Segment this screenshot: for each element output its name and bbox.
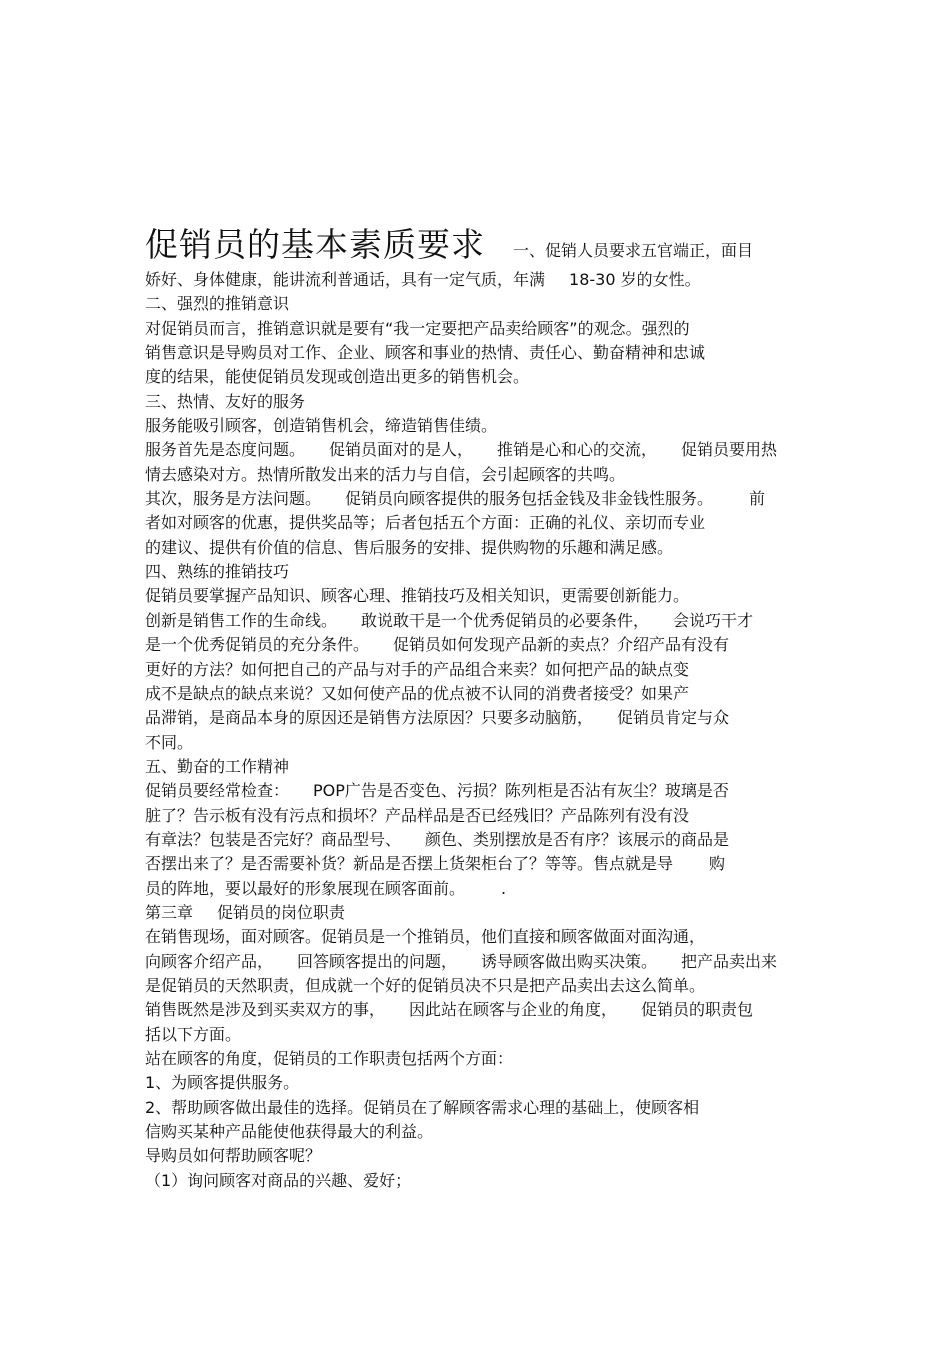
text-segment: 诱导顾客做出购买决策。 <box>481 951 658 971</box>
text-segment: 2、帮助顾客做出最佳的选择。促销员在了解顾客需求心理的基础上，使顾客相 <box>145 1097 700 1117</box>
text-segment: 信购买某种产品能使他获得最大的利益。 <box>145 1122 434 1142</box>
text-line <box>145 1120 815 1144</box>
text-segment: 1、为顾客提供服务。 <box>145 1073 300 1093</box>
text-line <box>145 487 815 511</box>
text-line <box>145 731 815 755</box>
text-segment: 因此站在顾客与企业的角度， <box>409 1000 618 1020</box>
text-line <box>145 779 815 803</box>
text-segment: 促销员如何发现产品新的卖点？介绍产品有没有 <box>393 635 730 655</box>
text-segment: 站在顾客的角度，促销员的工作职责包括两个方面： <box>145 1049 514 1068</box>
text-line <box>145 1071 815 1095</box>
text-segment: 促销员面对的是人， <box>329 440 474 460</box>
text-segment: 服务首先是态度问题。 <box>145 440 306 460</box>
text-segment: （1）询问顾客对商品的兴趣、爱好； <box>145 1170 412 1190</box>
text-line <box>145 1169 815 1193</box>
text-segment: 会说巧干才 <box>673 610 754 630</box>
text-line <box>145 536 815 560</box>
text-line <box>145 658 815 682</box>
text-segment: 18-30 岁的女性。 <box>569 270 701 289</box>
text-line <box>145 633 815 657</box>
document-body <box>145 222 815 1193</box>
document-title: 促销员的基本素质要求 <box>145 225 485 264</box>
title-row <box>145 222 815 268</box>
text-segment: 五、勤奋的工作精神 <box>145 756 290 776</box>
text-line <box>145 268 815 292</box>
text-line <box>145 560 815 584</box>
text-segment: 销售既然是涉及到买卖双方的事， <box>145 1000 386 1020</box>
text-line <box>145 1047 815 1071</box>
text-segment: 促销员的职责包 <box>641 1000 754 1020</box>
text-segment: 在销售现场，面对顾客。促销员是一个推销员，他们直接和顾客做面对面沟通， <box>145 927 706 947</box>
text-line <box>145 511 815 535</box>
text-segment: 是一个优秀促销员的充分条件。 <box>145 635 370 655</box>
text-segment: 颜色、类别摆放是否有序？该展示的商品是 <box>425 829 730 849</box>
text-segment: 销售意识是导购员对工作、企业、顾客和事业的热情、责任心、勤奋精神和忠诚 <box>145 343 706 363</box>
text-line <box>145 414 815 438</box>
text-line <box>145 974 815 998</box>
text-segment: 导购员如何帮助顾客呢？ <box>145 1146 322 1166</box>
text-segment: 敢说敢干是一个优秀促销员的必要条件， <box>361 610 650 630</box>
text-segment: 对促销员而言，推销意识就是要有“我一定要把产品卖给顾客”的观念。强烈的 <box>145 318 690 338</box>
text-segment: 是促销员的天然职责，但成就一个好的促销员决不只是把产品卖出去这么简单。 <box>145 975 706 995</box>
text-segment: POP广告是否变色、污损？陈列柜是否沾有灰尘？玻璃是否 <box>313 781 729 801</box>
text-line <box>145 365 815 389</box>
text-segment: 不同。 <box>145 732 194 752</box>
text-segment: 促销员的岗位职责 <box>217 902 346 922</box>
text-segment: 娇好、身体健康，能讲流利普通话，具有一定气质，年满 <box>145 270 546 289</box>
text-line <box>145 317 815 341</box>
text-segment: 服务能吸引顾客，创造销售机会，缔造销售佳绩。 <box>145 416 498 436</box>
text-line <box>145 609 815 633</box>
text-segment: 括以下方面。 <box>145 1024 242 1044</box>
text-line <box>145 877 815 901</box>
text-line <box>145 1023 815 1047</box>
text-segment: 度的结果，能使促销员发现或创造出更多的销售机会。 <box>145 367 530 387</box>
text-segment: . <box>501 878 507 898</box>
text-line <box>145 950 815 974</box>
text-line <box>145 998 815 1022</box>
text-segment: 三、热情、友好的服务 <box>145 391 306 411</box>
text-line <box>145 1144 815 1168</box>
text-line <box>145 852 815 876</box>
text-segment: 四、熟练的推销技巧 <box>145 562 290 582</box>
text-segment: 购 <box>709 854 726 874</box>
text-segment: 促销员要掌握产品知识、顾客心理、推销技巧及相关知识，更需要创新能力。 <box>145 586 690 606</box>
text-segment: 把产品卖出来 <box>681 951 778 971</box>
text-segment: 的建议、提供有价值的信息、售后服务的安排、提供购物的乐趣和满足感。 <box>145 537 674 557</box>
text-segment: 员的阵地，要以最好的形象展现在顾客面前。 <box>145 878 466 898</box>
text-segment: 其次，服务是方法问题。 <box>145 489 322 509</box>
text-line <box>145 901 815 925</box>
text-segment: 推销是心和心的交流， <box>497 440 658 460</box>
text-segment: 更好的方法？如何把自己的产品与对手的产品组合来卖？如何把产品的缺点变 <box>145 659 690 679</box>
text-lines <box>145 268 815 1193</box>
text-line <box>145 828 815 852</box>
title-trailing-text: 一、促销人员要求五官端正，面目 <box>513 241 754 260</box>
text-segment: 促销员肯定与众 <box>617 708 730 728</box>
text-segment: 前 <box>749 489 766 509</box>
text-segment: 向顾客介绍产品， <box>145 951 274 971</box>
text-segment: 情去感染对方。热情所散发出来的活力与自信，会引起顾客的共鸣。 <box>145 464 626 484</box>
text-segment: 第三章 <box>145 902 194 922</box>
text-line <box>145 1096 815 1120</box>
text-segment: 二、强烈的推销意识 <box>145 294 290 314</box>
text-segment: 促销员要经常检查： <box>145 781 290 801</box>
text-line <box>145 463 815 487</box>
text-segment: 创新是销售工作的生命线。 <box>145 610 338 630</box>
text-line <box>145 341 815 365</box>
text-segment: 脏了？告示板有没有污点和损坏？产品样品是否已经残旧？产品陈列有没有没 <box>145 805 690 825</box>
text-line <box>145 390 815 414</box>
text-line <box>145 438 815 462</box>
text-segment: 促销员向顾客提供的服务包括金钱及非金钱性服务。 <box>345 489 714 509</box>
text-segment: 有章法？包装是否完好？商品型号、 <box>145 829 402 849</box>
text-line <box>145 925 815 949</box>
text-segment: 者如对顾客的优惠，提供奖品等；后者包括五个方面：正确的礼仪、亲切而专业 <box>145 513 706 533</box>
text-segment: 品滞销，是商品本身的原因还是销售方法原因？只要多动脑筋， <box>145 708 594 728</box>
text-segment: 成不是缺点的缺点来说？又如何使产品的优点被不认同的消费者接受？如果产 <box>145 683 690 703</box>
text-line <box>145 706 815 730</box>
text-line <box>145 292 815 316</box>
text-line <box>145 755 815 779</box>
text-line <box>145 584 815 608</box>
text-segment: 促销员要用热 <box>681 440 778 460</box>
text-line <box>145 804 815 828</box>
text-segment: 否摆出来了？是否需要补货？新品是否摆上货架柜台了？等等。售点就是导 <box>145 854 674 874</box>
text-segment: 回答顾客提出的问题， <box>297 951 458 971</box>
text-line <box>145 682 815 706</box>
